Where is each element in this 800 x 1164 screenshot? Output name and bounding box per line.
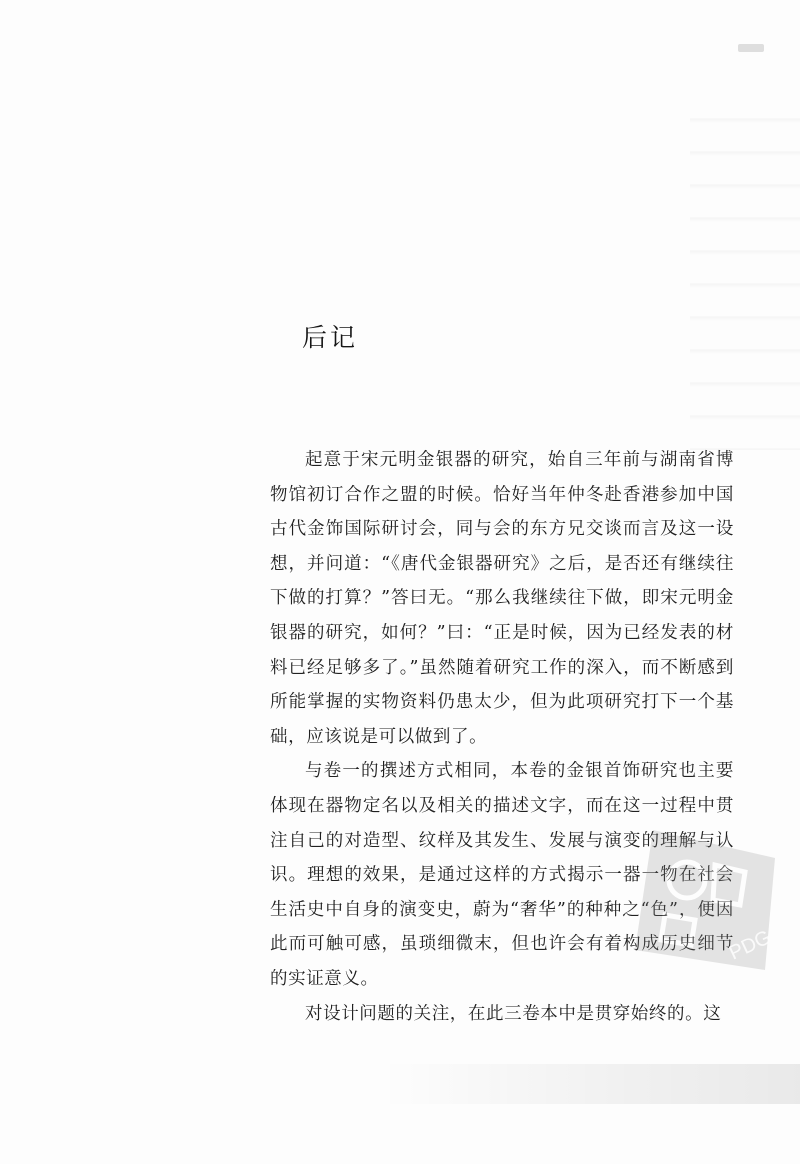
watermark-label: PDG [725, 926, 775, 965]
scan-shadow [380, 1064, 800, 1104]
scan-bleed-through [690, 90, 800, 450]
page-title: 后记 [302, 323, 359, 352]
paragraph-2: 与卷一的撰述方式相同，本卷的金银首饰研究也主要体现在器物定名以及相关的描述文字，而在这一过程中贯注自己的对造型、纹样及其发生、发展与演变的理解与认识。理想的效果，是通过这样的方式揭示一器一物在社会生活史中自身的演变史，蔚为“奢华”的种种之“色”，便因此而可触可感，虽琐细微末，但也许会有着构成历史细节的实证意义。 [270, 761, 734, 989]
pdg-watermark-stamp [615, 810, 790, 985]
paragraph-3: 对设计问题的关注，在此三卷本中是贯穿始终的。这 [305, 1003, 722, 1024]
scan-mark [738, 44, 764, 52]
paragraph-1: 起意于宋元明金银器的研究，始自三年前与湖南省博物馆初订合作之盟的时候。恰好当年仲冬赴香港参加中国古代金饰国际研讨会，同与会的东方兄交谈而言及这一设想，并问道：“《唐代金银器研究》之后，是否还有继续往下做的打算？”答曰无。“那么我继续往下做，即宋元明金银器的研究，如何？”曰：“正是时候，因为已经发表的材料已经足够多了。”虽然随着研究工作的深入，而不断感到所能掌握的实物资料仍患太少，但为此项研究打下一个基础，应该说是可以做到了。 [270, 450, 734, 747]
